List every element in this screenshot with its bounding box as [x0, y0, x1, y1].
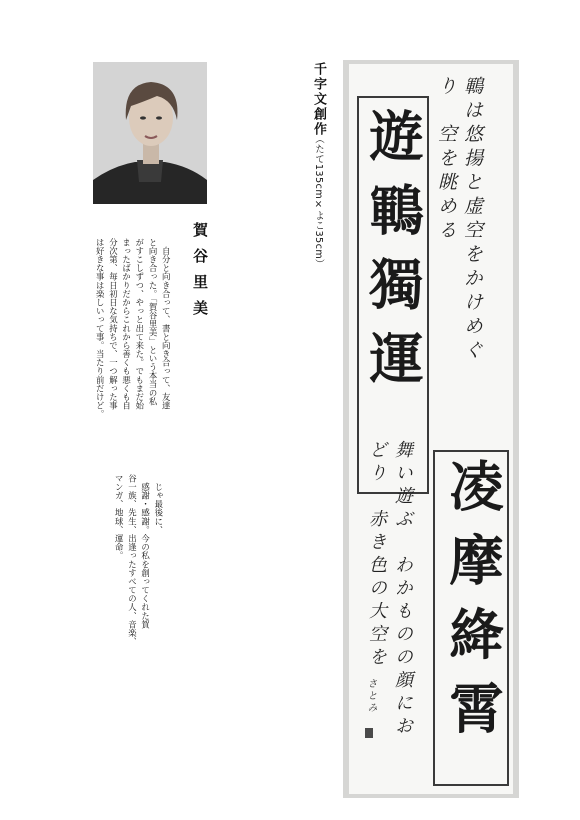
closing-line: じゃ最後に、: [153, 474, 164, 535]
closing-line: 感謝・感謝。今の私を創ってくれた賀: [140, 474, 151, 629]
bio-line: と向き合った。「賀谷里美」という本当の私: [148, 238, 159, 406]
brush-title-top: 遊鶤獨運: [361, 108, 425, 404]
scroll-paper: [349, 64, 513, 794]
artwork-caption-title: 千字文創作: [311, 62, 326, 137]
bio-line: まったばかりだからこれから善くも悪くも自: [121, 238, 132, 410]
closing-line: マンガ、地球、運命。: [114, 474, 125, 560]
artwork-caption-size: （たて135cm×よこ35cm）: [313, 134, 324, 270]
poem-bottom: 舞い遊ぶ わかものの顔におどり 赤き色の大空を: [366, 440, 413, 739]
bio-line: は好きな事は楽しいって事。当たり前だけど。: [95, 238, 106, 419]
artist-portrait-photo: [93, 62, 207, 204]
artist-signature: さとみ: [365, 678, 376, 714]
bio-line: 自分と向き合って、書と向き合って、友達: [161, 238, 172, 410]
poem-top: 鶤は悠揚と虚空をかけめぐり 空を眺める: [435, 76, 483, 364]
seal-stamp: [365, 728, 373, 738]
closing-note: [112, 474, 165, 680]
bio-line: 分次第、毎日初日な気持ちで、一つ解った事: [108, 238, 119, 410]
closing-line: 谷一族、先生、出逢ったすべての人、音楽、: [127, 474, 138, 646]
artist-bio: [93, 238, 172, 444]
bio-line: がすこしずつ、やっと出て来た。でもまだ始: [134, 238, 145, 410]
calligraphy-scroll: [343, 60, 519, 798]
brush-title-bottom: 凌摩絳霄: [441, 458, 505, 754]
artist-name: 賀谷里美: [191, 222, 209, 326]
